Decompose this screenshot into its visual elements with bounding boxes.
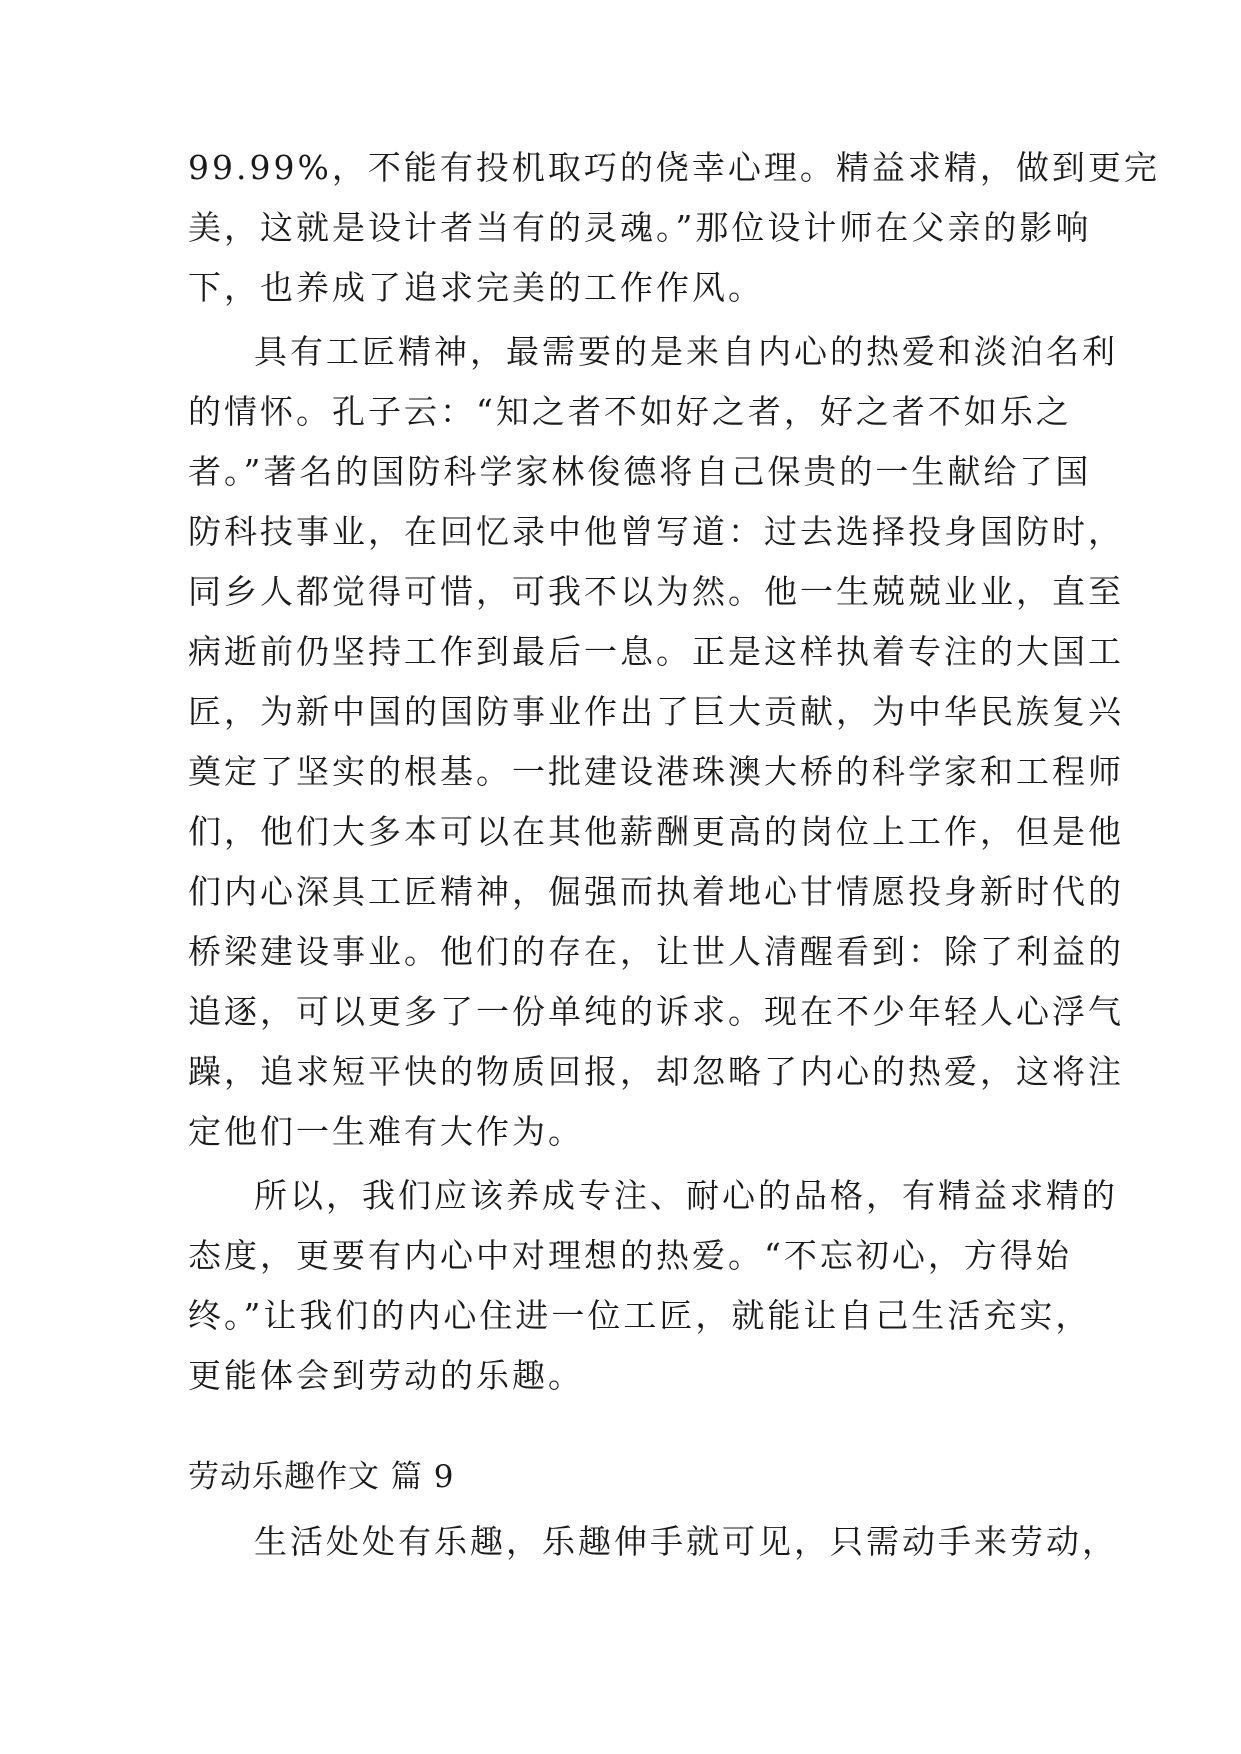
text-line: 病逝前仍坚持工作到最后一息。正是这样执着专注的大国工 — [188, 632, 1124, 671]
text-line: 者。”著名的国防科学家林俊德将自己保贵的一生献给了国 — [188, 452, 1092, 491]
text-line: 防科技事业，在回忆录中他曾写道：过去选择投身国防时， — [188, 512, 1124, 551]
text-line: 下，也养成了追求完美的工作作风。 — [188, 268, 764, 307]
paragraph-first-line: 所以，我们应该养成专注、耐心的品格，有精益求精的 — [254, 1176, 1118, 1215]
text-line: 躁，追求短平快的物质回报，却忽略了内心的热爱，这将注 — [188, 1052, 1124, 1091]
text-line: 奠定了坚实的根基。一批建设港珠澳大桥的科学家和工程师 — [188, 752, 1124, 791]
text-line: 终。”让我们的内心住进一位工匠，就能让自己生活充实， — [188, 1296, 1092, 1335]
text-line: 美，这就是设计者当有的灵魂。”那位设计师在父亲的影响 — [188, 208, 1092, 247]
text-line: 态度，更要有内心中对理想的热爱。“不忘初心，方得始 — [188, 1236, 1072, 1275]
text-line: 追逐，可以更多了一份单纯的诉求。现在不少年轻人心浮气 — [188, 992, 1124, 1031]
text-line: 更能体会到劳动的乐趣。 — [188, 1356, 584, 1395]
section-heading: 劳动乐趣作文 篇 9 — [188, 1459, 455, 1495]
paragraph-first-line: 生活处处有乐趣，乐趣伸手就可见，只需动手来劳动， — [254, 1522, 1118, 1561]
paragraph-first-line: 具有工匠精神，最需要的是来自内心的热爱和淡泊名利 — [254, 332, 1118, 371]
text-line: 99.99%，不能有投机取巧的侥幸心理。精益求精，做到更完 — [188, 148, 1160, 187]
text-line: 定他们一生难有大作为。 — [188, 1112, 584, 1151]
text-line: 们内心深具工匠精神，倔强而执着地心甘情愿投身新时代的 — [188, 872, 1124, 911]
text-line: 同乡人都觉得可惜，可我不以为然。他一生兢兢业业，直至 — [188, 572, 1124, 611]
text-line: 的情怀。孔子云：“知之者不如好之者，好之者不如乐之 — [188, 392, 1072, 431]
text-line: 桥梁建设事业。他们的存在，让世人清醒看到：除了利益的 — [188, 932, 1124, 971]
text-line: 们，他们大多本可以在其他薪酬更高的岗位上工作，但是他 — [188, 812, 1124, 851]
text-line: 匠，为新中国的国防事业作出了巨大贡献，为中华民族复兴 — [188, 692, 1124, 731]
